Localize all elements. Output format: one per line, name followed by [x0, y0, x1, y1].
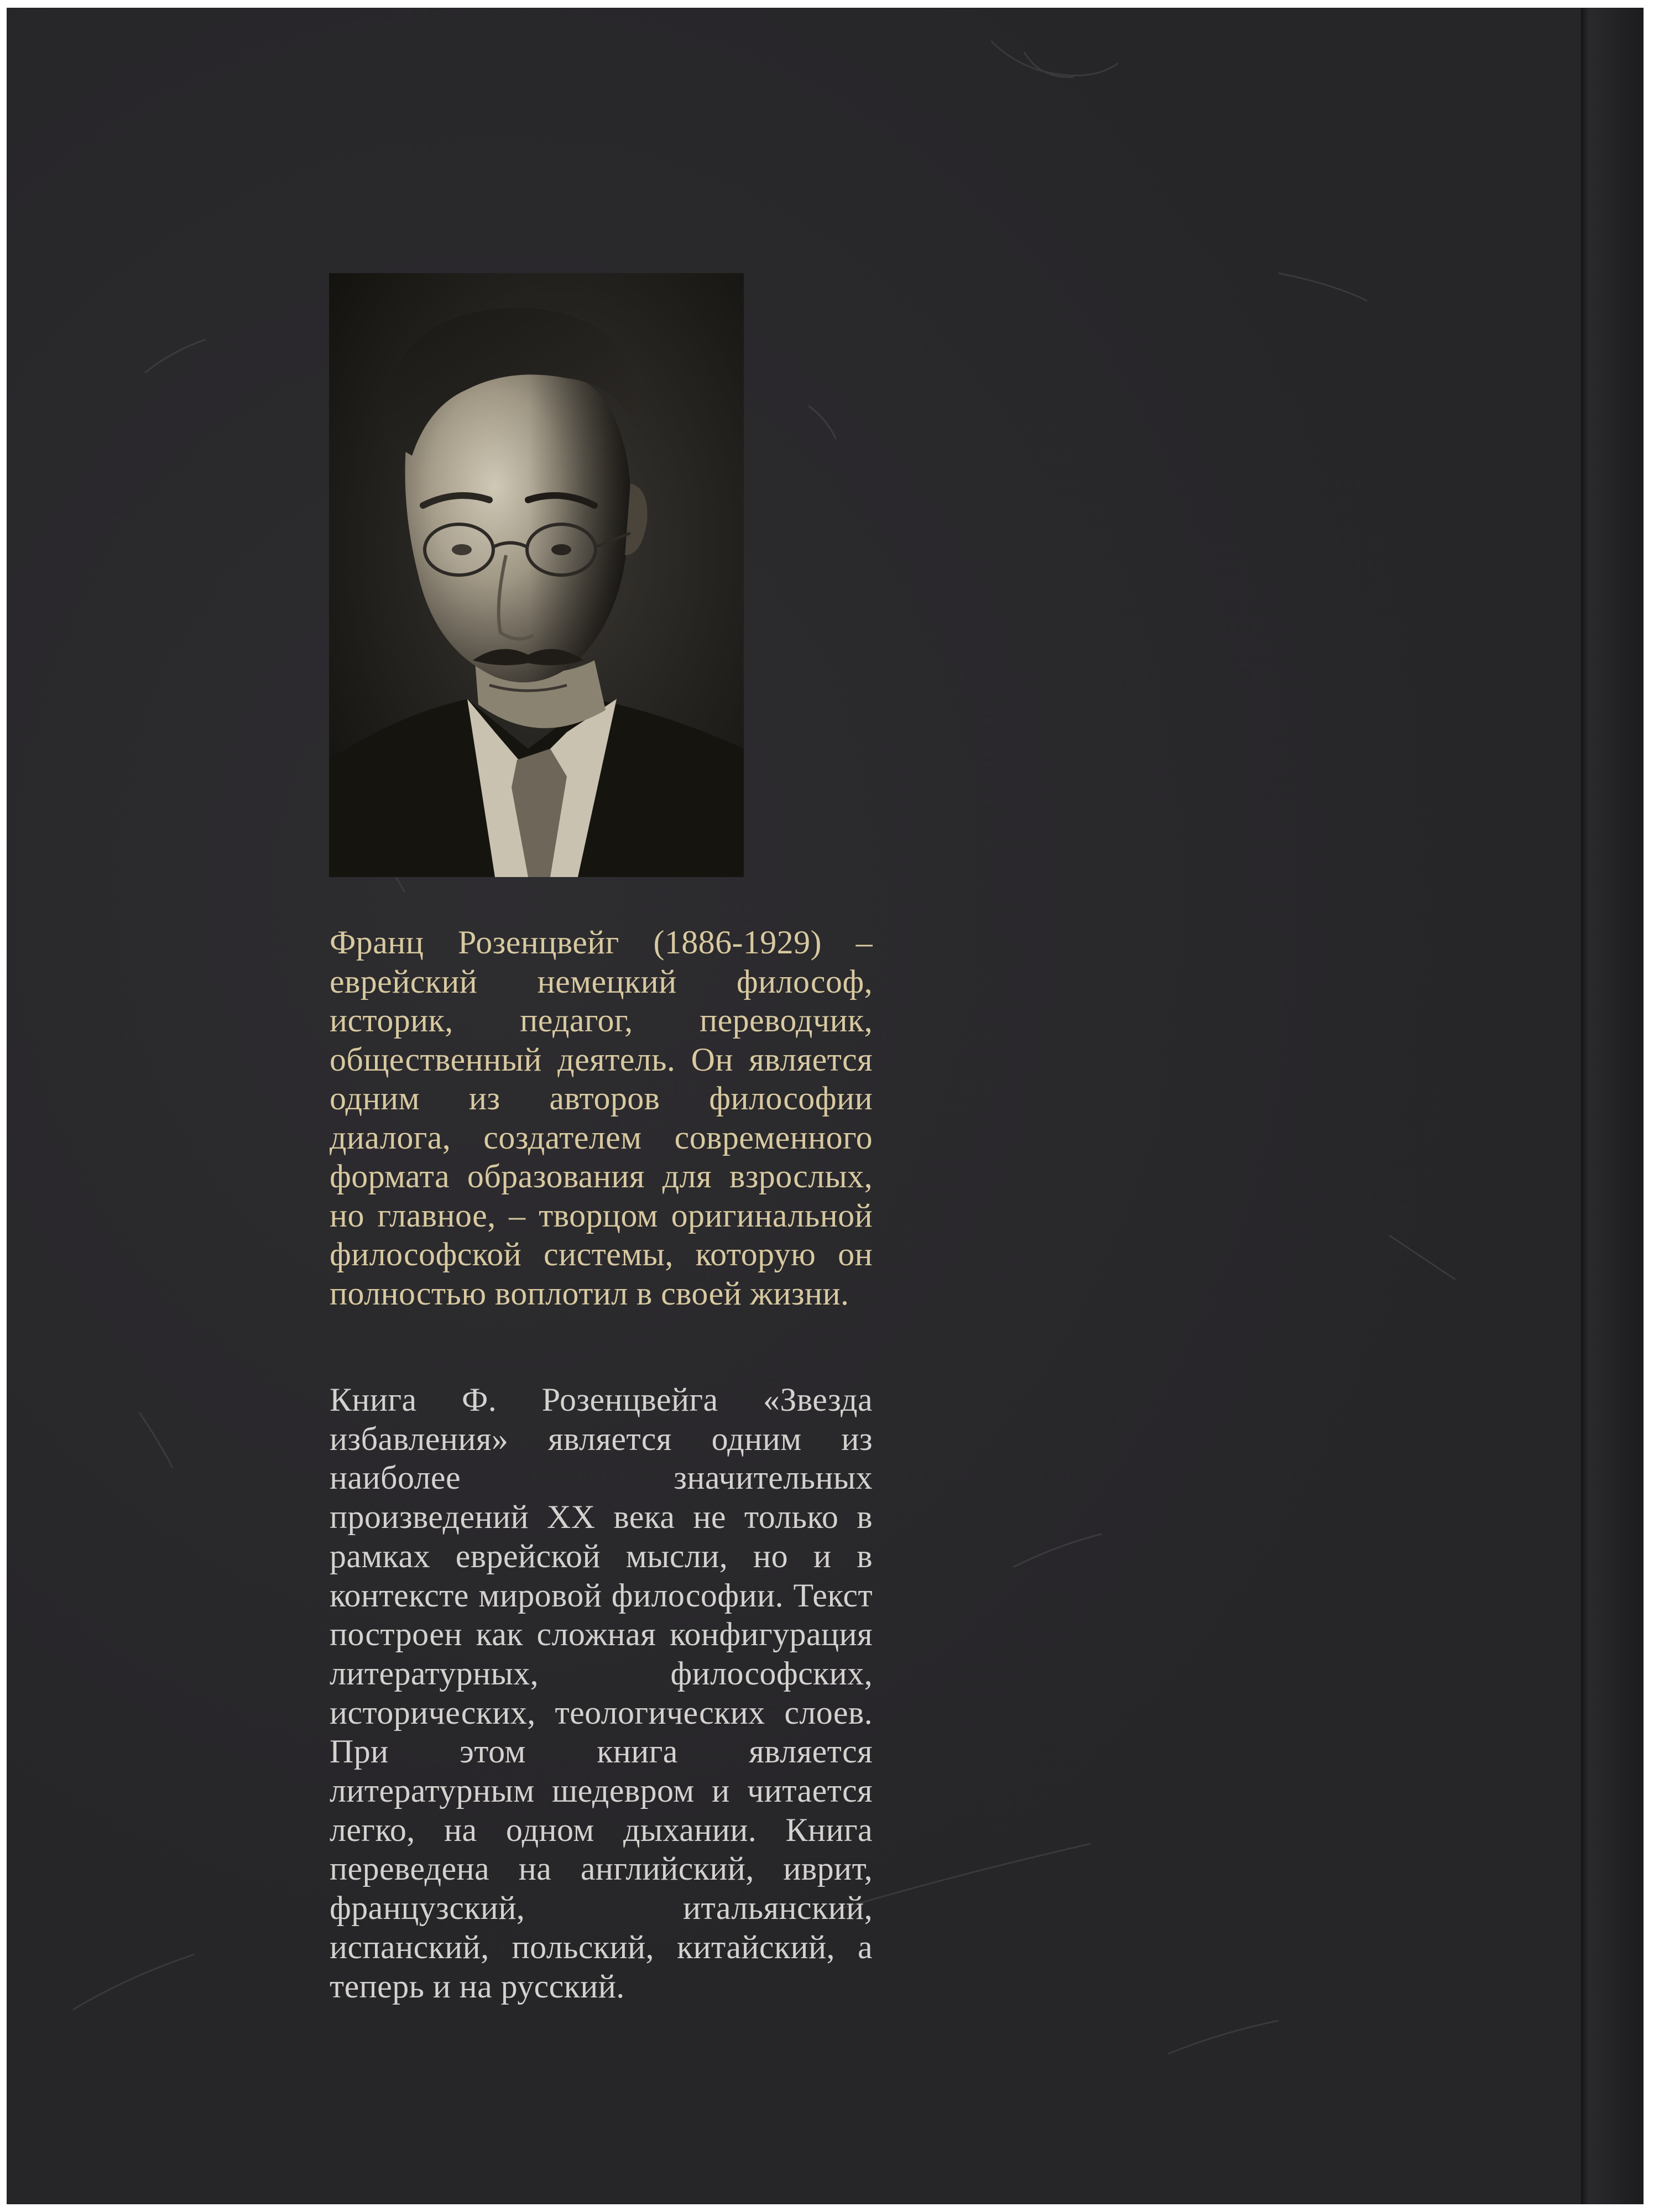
- book-back-cover: [7, 8, 1644, 2204]
- author-portrait: [329, 273, 744, 877]
- author-bio-text: Франц Розенцвейг (1886-1929) – еврейский немецкий философ, историк, педагог, переводчик, общественный деятель. Он является одним из авторов философии диалога, создателем современного формата образования для взрослых, но главное, – творцом оригинальной философской системы, которую он полностью воплотил в своей жизни.: [330, 924, 873, 1312]
- book-description-text: Книга Ф. Розенцвейга «Звезда избавления» является одним из наиболее значительных произведений XX века не только в рамках еврейской мысли, но и в контексте мировой философии. Текст построен как сложная конфигурация литературных, философских, исторических, теологических слоев. При этом книга является литературным шедевром и читается легко, на одном дыхании. Книга переведена на английский, иврит, французский, итальянский, испанский, польский, китайский, а теперь и на русский.: [330, 1381, 873, 2005]
- book-spine: [1581, 8, 1644, 2204]
